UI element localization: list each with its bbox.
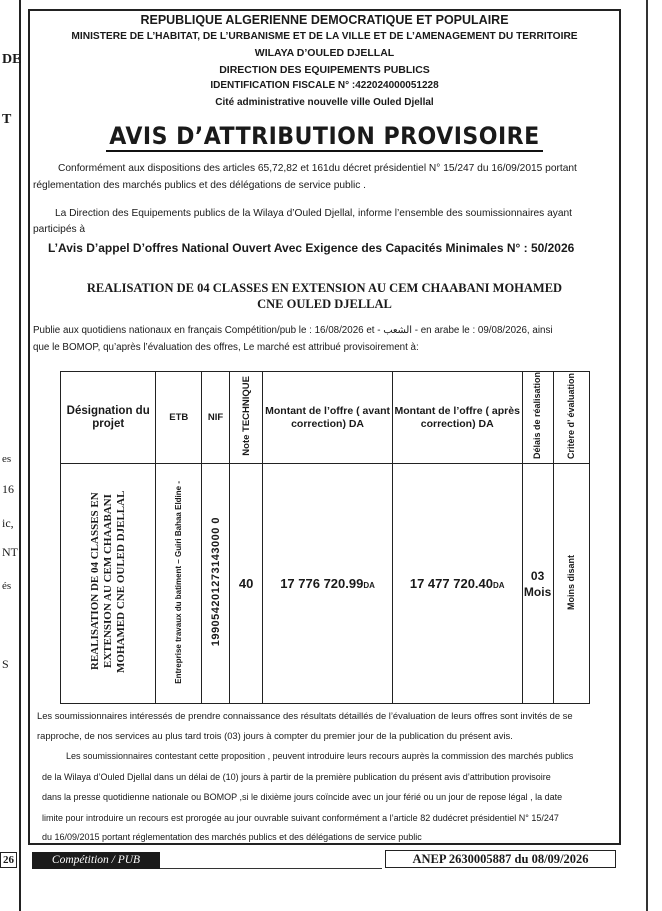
footer-line-6: limite pour introduire un recours est prorogée au jour ouvrable suivant conformément a l’article 82 dudécret présidentiel N° 15/247 xyxy=(42,813,559,823)
adjacent-fragment: es xyxy=(2,453,12,465)
fiscal-id: IDENTIFICATION FISCALE N° :422024000051228 xyxy=(210,80,439,91)
attribution-table xyxy=(60,371,590,704)
col-montant-apres: Montant de l’offre ( après correction) DA xyxy=(392,372,522,464)
montant-avant-value: 17 776 720.99 xyxy=(280,576,364,592)
adjacent-fragment: T xyxy=(2,112,12,127)
republic-heading: REPUBLIQUE ALGERIENNE DEMOCRATIQUE ET POPULAIRE xyxy=(140,13,509,27)
cell-designation xyxy=(61,464,156,704)
ministry-heading: MINISTERE DE L’HABITAT, DE L’URBANISME ET DE LA VILLE ET DE L’AMENAGEMENT DU TERRITOIRE xyxy=(71,30,578,42)
title-text: AVIS D’ATTRIBUTION PROVISOIRE xyxy=(106,122,544,152)
col-delais-label: Délais de réalisation xyxy=(532,372,543,460)
publication-line-1: Publie aux quotidiens nationaux en français Compétition/pub le : 16/08/2026 et - الشعب - en arabe le : 09/08/2026, ainsi xyxy=(33,325,553,336)
adjacent-fragment: és xyxy=(2,580,12,592)
col-delais xyxy=(522,372,553,464)
col-nif: NIF xyxy=(202,372,230,464)
adjacent-fragment: ic, xyxy=(2,516,14,530)
page-edge-rule xyxy=(646,0,648,911)
col-note xyxy=(230,372,263,464)
adjacent-fragment: S xyxy=(2,657,9,671)
adjacent-column-strip xyxy=(0,0,21,911)
adjacent-fragment: NT xyxy=(2,545,18,559)
col-note-label: Note TECHNIQUE xyxy=(240,375,252,456)
col-etb: ETB xyxy=(156,372,202,464)
adjacent-fragment: 16 xyxy=(2,482,14,496)
col-critere-label: Critère d’ évaluation xyxy=(565,372,576,459)
cell-montant-avant xyxy=(263,464,393,704)
intro-line-2: réglementation des marchés publics et des délégations de service public . xyxy=(33,180,366,191)
cell-etb xyxy=(156,464,202,704)
publication-badge: Compétition / PUB xyxy=(32,852,160,869)
project-title-line-2: CNE OULED DJELLAL xyxy=(257,297,392,311)
cell-montant-apres xyxy=(392,464,522,704)
cell-critere xyxy=(553,464,589,704)
bottom-divider xyxy=(160,868,382,869)
etb-text: Entreprise travaux du batiment – Guiri Bahaa Eldine - xyxy=(174,481,184,684)
project-title-line-1: REALISATION DE 04 CLASSES EN EXTENSION AU CEM CHAABANI MOHAMED xyxy=(86,281,563,295)
publication-line-2: que le BOMOP, qu’après l’évaluation des offres, Le marché est attribué provisoirement à: xyxy=(33,342,419,353)
address-line: Cité administrative nouvelle ville Ouled Djellal xyxy=(215,96,434,108)
footer-line-2: rapproche, de nos services au plus tard trois (03) jours à compter du premier jour de la publication du présent avis. xyxy=(37,730,513,741)
col-montant-avant: Montant de l’offre ( avant correction) DA xyxy=(263,372,393,464)
wilaya-heading: WILAYA D’OULED DJELLAL xyxy=(254,47,395,59)
col-designation: Désignation du projet xyxy=(61,372,156,464)
footer-line-7: du 16/09/2015 portant réglementation des marchés publics et des délégations de service public xyxy=(42,832,422,842)
nif-text: 199054201273143000 0 xyxy=(209,517,222,647)
table-header-row xyxy=(61,372,590,464)
anep-reference: ANEP 2630005887 du 08/09/2026 xyxy=(385,850,616,868)
cell-note: 40 xyxy=(230,464,263,704)
tender-reference: L’Avis D’appel D’offres National Ouvert Avec Exigence des Capacités Minimales N° : 50/2026 xyxy=(48,241,575,255)
montant-apres-unit: DA xyxy=(493,581,505,591)
table-row xyxy=(61,464,590,704)
intro-line-1: Conformément aux dispositions des articles 65,72,82 et 161du décret présidentiel N° 15/247 du 16/09/2015 portant xyxy=(58,163,577,174)
intro-line-4: participés à xyxy=(33,224,86,235)
page-title xyxy=(52,122,598,150)
cell-nif xyxy=(202,464,230,704)
designation-text: REALISATION DE 04 CLASSES EN EXTENSION AU CEM CHAABANI MOHAMED CNE OULED DJELLAL xyxy=(88,490,127,673)
project-title xyxy=(28,280,621,312)
footer-line-4: de la Wilaya d’Ouled Djellal dans un délai de (10) jours à partir de la première publication du présent avis d’attribution provisoire xyxy=(42,772,551,782)
col-critere xyxy=(553,372,589,464)
adjacent-fragment: DE xyxy=(2,52,22,67)
footer-line-3: Les soumissionnaires contestant cette proposition , peuvent introduire leurs recours auprès la commission des marchés publics xyxy=(66,751,574,761)
direction-heading: DIRECTION DES EQUIPEMENTS PUBLICS xyxy=(219,63,430,76)
cell-delais xyxy=(522,464,553,704)
delais-value: 03 xyxy=(530,568,545,583)
intro-line-3: La Direction des Equipements publics de la Wilaya d’Ouled Djellal, informe l’ensemble des soumissionnaires ayant xyxy=(55,208,572,219)
delais-unit: Mois xyxy=(523,584,552,599)
critere-text: Moins disant xyxy=(566,555,577,611)
footer-line-5: dans la presse quotidienne nationale ou BOMOP ,si le dixième jours coïncide avec un jour férié ou un jour de repose légal , la date xyxy=(42,792,563,802)
montant-apres-value: 17 477 720.40 xyxy=(409,576,493,592)
notice-header xyxy=(28,12,621,111)
montant-avant-unit: DA xyxy=(363,581,375,591)
page-number: 26 xyxy=(0,852,17,868)
footer-line-1: Les soumissionnaires intéressés de prendre connaissance des résultats détaillés de l’évaluation de leurs offres sont invités de se xyxy=(37,710,573,721)
